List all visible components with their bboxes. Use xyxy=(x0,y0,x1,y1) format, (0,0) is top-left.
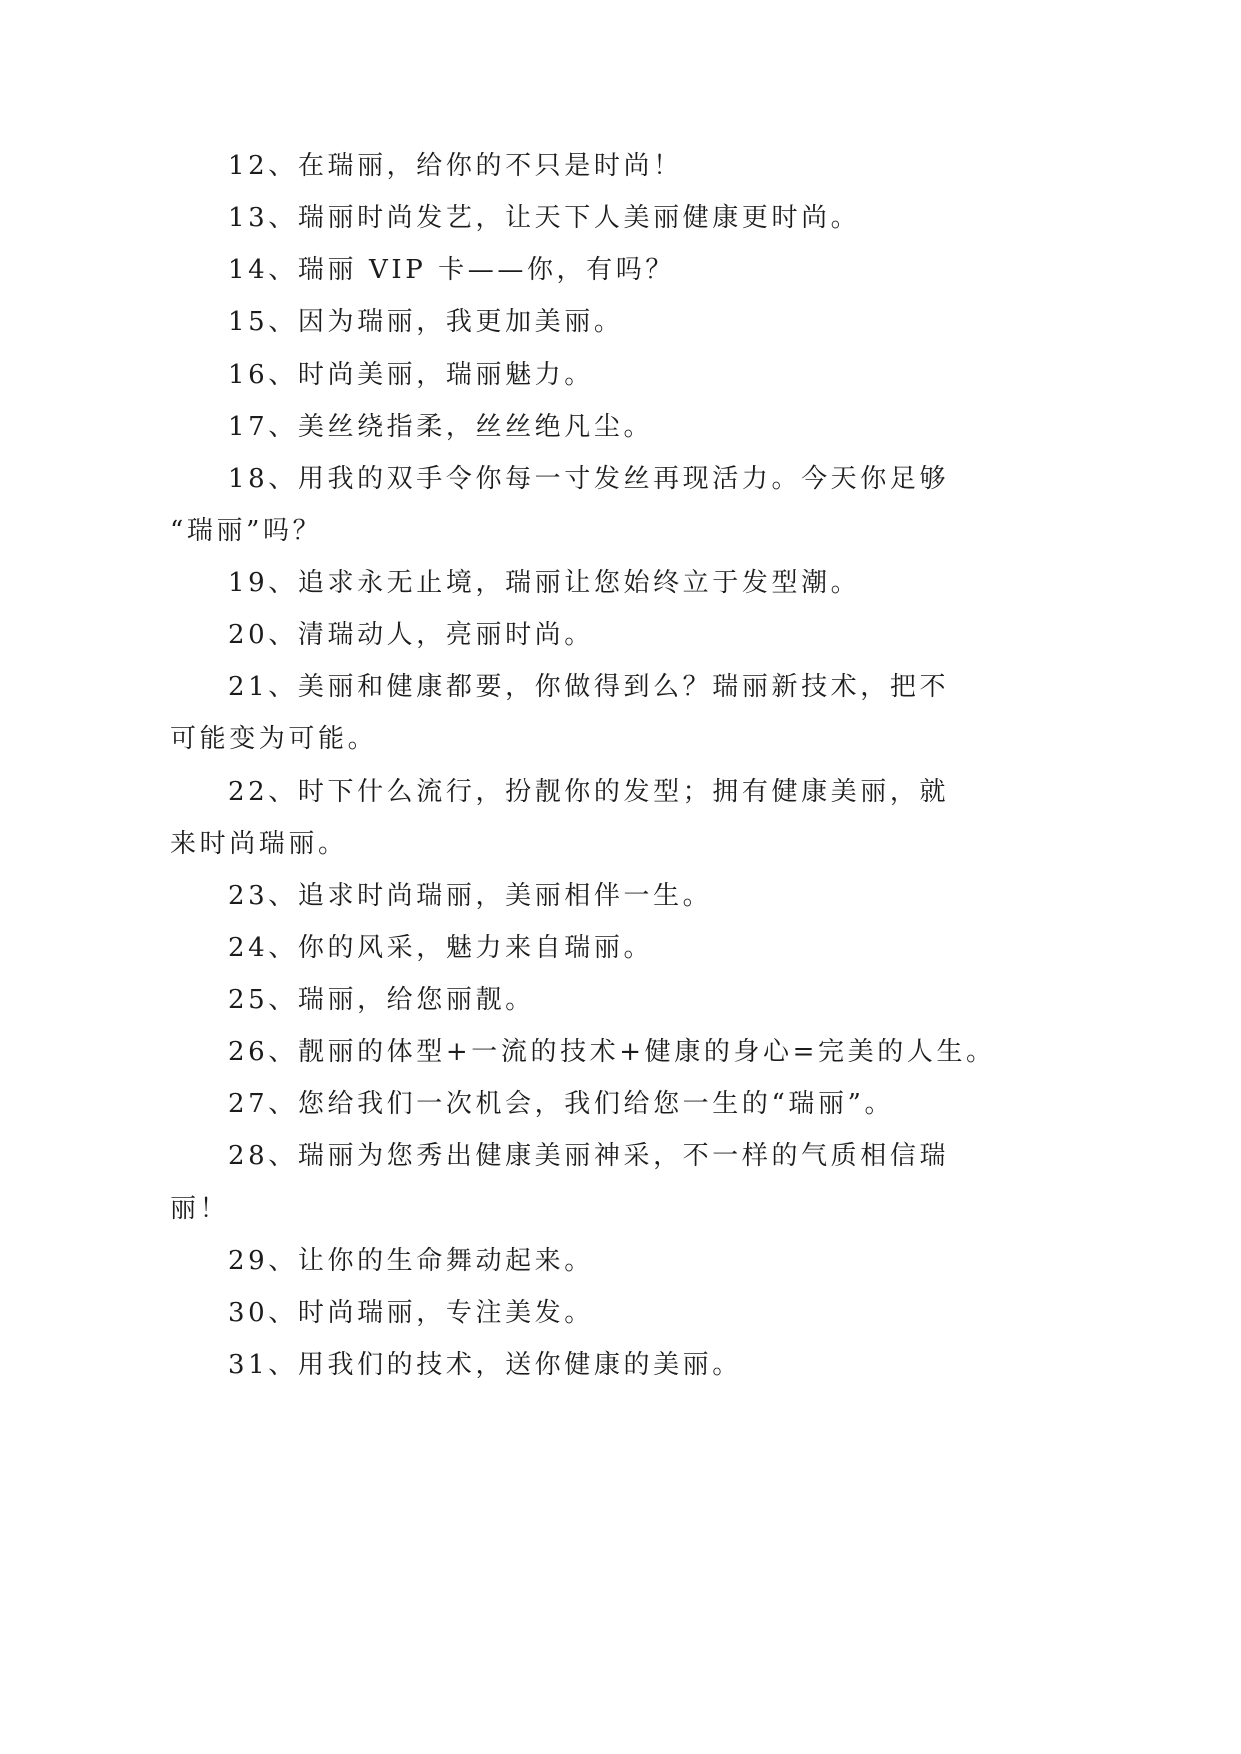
slogan-paragraph-22 xyxy=(170,766,990,870)
paragraph-line-continuation: “瑞丽”吗？ xyxy=(170,515,323,546)
paragraph-line: 22、时下什么流行，扮靓你的发型；拥有健康美丽，就 xyxy=(228,776,950,807)
paragraph-line: 27、您给我们一次机会，我们给您一生的“瑞丽”。 xyxy=(228,1089,895,1120)
paragraph-line-continuation: 可能变为可能。 xyxy=(170,724,378,755)
slogan-paragraph-12 xyxy=(170,140,990,192)
slogan-paragraph-31 xyxy=(170,1339,990,1391)
paragraph-line: 12、在瑞丽，给你的不只是时尚！ xyxy=(228,151,683,181)
paragraph-line-continuation: 来时尚瑞丽。 xyxy=(170,828,348,859)
slogan-paragraph-23 xyxy=(170,870,990,922)
paragraph-line: 29、让你的生命舞动起来。 xyxy=(228,1245,594,1276)
paragraph-line-continuation: 丽！ xyxy=(170,1193,230,1224)
paragraph-line: 20、清瑞动人，亮丽时尚。 xyxy=(228,620,594,651)
slogan-paragraph-26 xyxy=(170,1026,996,1078)
slogan-paragraph-25 xyxy=(170,974,990,1026)
paragraph-line: 31、用我们的技术，送你健康的美丽。 xyxy=(228,1349,742,1380)
paragraph-line: 25、瑞丽，给您丽靓。 xyxy=(228,985,535,1015)
paragraph-line: 16、时尚美丽，瑞丽魅力。 xyxy=(228,359,594,390)
slogan-paragraph-18 xyxy=(170,453,990,557)
paragraph-line: 13、瑞丽时尚发艺，让天下人美丽健康更时尚。 xyxy=(228,203,861,234)
slogan-paragraph-29 xyxy=(170,1235,990,1287)
paragraph-line: 19、追求永无止境，瑞丽让您始终立于发型潮。 xyxy=(228,568,861,598)
paragraph-line: 14、瑞丽 VIP 卡——你，有吗？ xyxy=(228,255,675,286)
document-body xyxy=(170,140,996,1391)
paragraph-line: 17、美丝绕指柔，丝丝绝凡尘。 xyxy=(228,411,654,442)
slogan-paragraph-28 xyxy=(170,1130,990,1234)
paragraph-line: 26、靓丽的体型+一流的技术+健康的身心=完美的人生。 xyxy=(228,1037,996,1068)
slogan-paragraph-13 xyxy=(170,192,990,244)
paragraph-line: 30、时尚瑞丽，专注美发。 xyxy=(228,1297,594,1328)
slogan-paragraph-24 xyxy=(170,922,990,974)
slogan-paragraph-19 xyxy=(170,557,990,609)
slogan-paragraph-15 xyxy=(170,296,990,348)
slogan-paragraph-30 xyxy=(170,1287,990,1339)
paragraph-line: 23、追求时尚瑞丽，美丽相伴一生。 xyxy=(228,880,713,911)
slogan-paragraph-17 xyxy=(170,401,990,453)
paragraph-line: 28、瑞丽为您秀出健康美丽神采，不一样的气质相信瑞 xyxy=(228,1141,950,1172)
slogan-paragraph-20 xyxy=(170,609,990,661)
paragraph-line: 21、美丽和健康都要，你做得到么？瑞丽新技术，把不 xyxy=(228,672,950,703)
paragraph-line: 15、因为瑞丽，我更加美丽。 xyxy=(228,307,624,338)
slogan-paragraph-21 xyxy=(170,661,990,765)
paragraph-line: 18、用我的双手令你每一寸发丝再现活力。今天你足够 xyxy=(228,463,950,494)
slogan-paragraph-16 xyxy=(170,349,990,401)
paragraph-line: 24、你的风采，魅力来自瑞丽。 xyxy=(228,932,654,963)
slogan-paragraph-14 xyxy=(170,244,990,296)
slogan-paragraph-27 xyxy=(170,1078,990,1130)
